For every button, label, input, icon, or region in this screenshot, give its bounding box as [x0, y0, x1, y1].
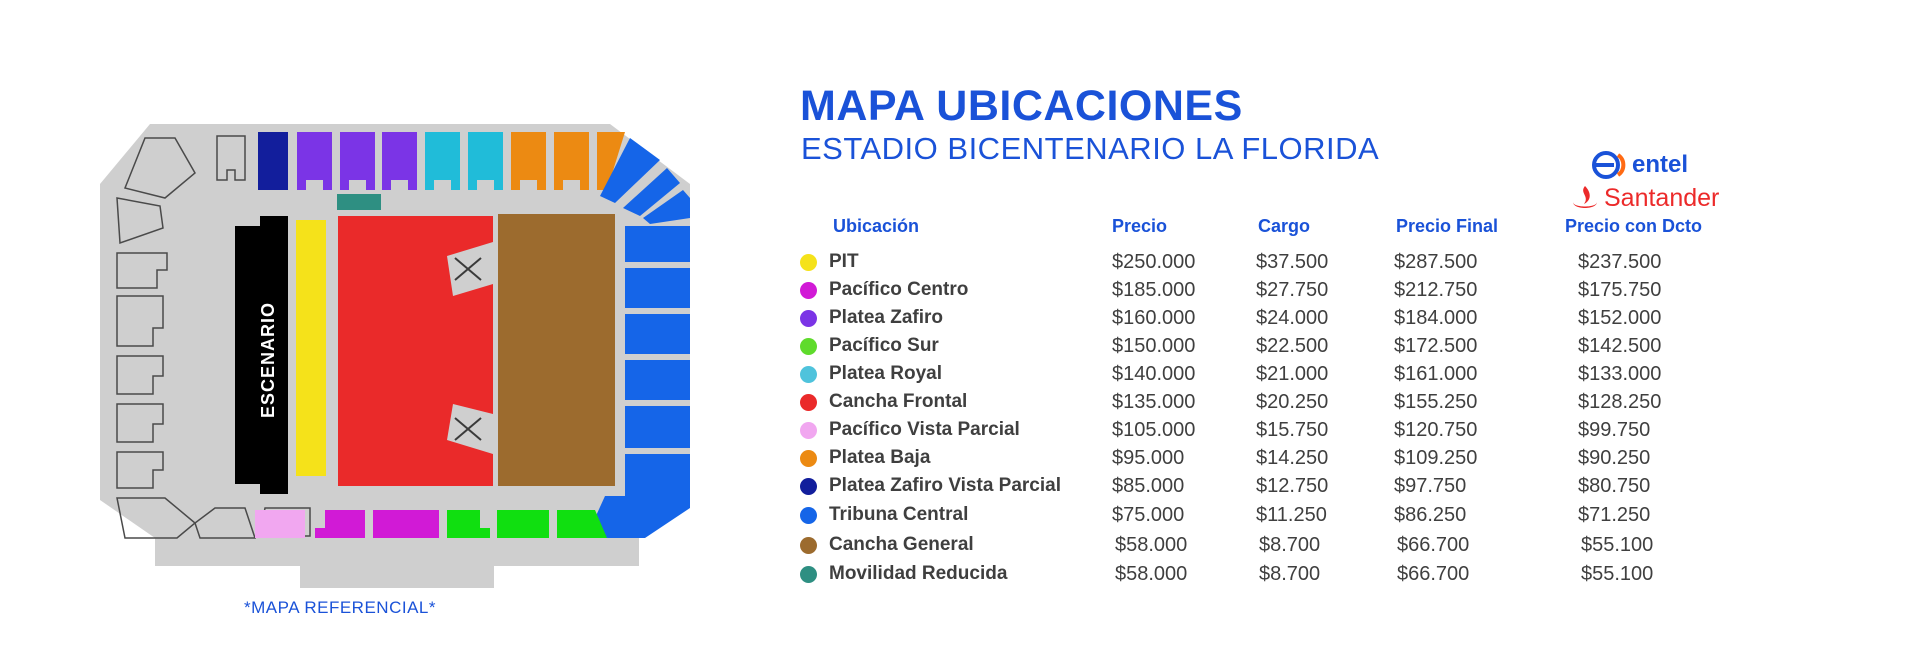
discount-price-cell: $90.250 [1578, 447, 1651, 469]
price-cell: $135.000 [1112, 391, 1196, 413]
santander-logo [1570, 183, 1719, 213]
final-price-cell: $120.750 [1394, 419, 1478, 441]
header-precio-dcto: Precio con Dcto [1565, 216, 1703, 236]
color-swatch [800, 254, 817, 271]
color-swatch [800, 450, 817, 467]
header-precio-final: Precio Final [1396, 216, 1499, 236]
section-movilidad-reducida [337, 194, 381, 210]
color-swatch [800, 366, 817, 383]
location-name: Platea Royal [829, 363, 942, 384]
price-cell: $75.000 [1112, 504, 1185, 526]
final-price-cell: $161.000 [1394, 363, 1478, 385]
entel-logo [1592, 148, 1688, 182]
charge-cell: $27.750 [1256, 279, 1329, 301]
price-cell: $150.000 [1112, 335, 1196, 357]
section-pacifico-vista-parcial [255, 510, 305, 538]
price-cell: $185.000 [1112, 279, 1196, 301]
location-name: Pacífico Sur [829, 335, 939, 356]
discount-price-cell: $55.100 [1581, 563, 1654, 585]
price-cell: $58.000 [1115, 534, 1188, 556]
price-cell: $95.000 [1112, 447, 1185, 469]
color-swatch [800, 537, 817, 554]
price-cell: $58.000 [1115, 563, 1188, 585]
location-name: Tribuna Central [829, 504, 969, 525]
stadium-map-graphic [95, 118, 725, 598]
final-price-cell: $172.500 [1394, 335, 1478, 357]
discount-price-cell: $55.100 [1581, 534, 1654, 556]
price-cell: $85.000 [1112, 475, 1185, 497]
section-pacifico-sur-2 [497, 510, 549, 538]
table-row [800, 305, 1740, 332]
charge-cell: $21.000 [1256, 363, 1329, 385]
final-price-cell: $109.250 [1394, 447, 1478, 469]
section-platea-zafiro-vista-parcial [258, 132, 288, 190]
discount-price-cell: $175.750 [1578, 279, 1662, 301]
charge-cell: $8.700 [1259, 563, 1321, 585]
table-row [800, 473, 1740, 500]
price-cell: $250.000 [1112, 251, 1196, 273]
table-row [800, 277, 1740, 304]
charge-cell: $12.750 [1256, 475, 1329, 497]
location-name: Movilidad Reducida [829, 563, 1008, 584]
header-cargo: Cargo [1258, 216, 1311, 236]
stage-label: ESCENARIO [258, 301, 278, 419]
entel-icon [1592, 150, 1626, 180]
table-row [800, 532, 1740, 559]
discount-price-cell: $133.000 [1578, 363, 1662, 385]
color-swatch [800, 310, 817, 327]
table-row [800, 249, 1740, 276]
price-cell: $160.000 [1112, 307, 1196, 329]
discount-price-cell: $80.750 [1578, 475, 1651, 497]
santander-wordmark: Santander [1604, 183, 1720, 212]
charge-cell: $20.250 [1256, 391, 1329, 413]
location-name: Cancha Frontal [829, 391, 968, 412]
stadium-map [95, 118, 725, 598]
price-cell: $140.000 [1112, 363, 1196, 385]
final-price-cell: $184.000 [1394, 307, 1478, 329]
discount-price-cell: $99.750 [1578, 419, 1651, 441]
header-precio: Precio [1112, 216, 1168, 236]
table-row [800, 417, 1740, 444]
charge-cell: $37.500 [1256, 251, 1329, 273]
location-name: Cancha General [829, 534, 974, 555]
table-row [800, 502, 1740, 529]
discount-price-cell: $128.250 [1578, 391, 1662, 413]
section-pit [296, 220, 326, 476]
discount-price-cell: $152.000 [1578, 307, 1662, 329]
entel-wordmark: entel [1632, 151, 1689, 178]
color-swatch [800, 338, 817, 355]
location-name: Pacífico Vista Parcial [829, 419, 1020, 440]
venue-subtitle: ESTADIO BICENTENARIO LA FLORIDA [801, 131, 1380, 166]
discount-price-cell: $71.250 [1578, 504, 1651, 526]
final-price-cell: $212.750 [1394, 279, 1478, 301]
page-title: MAPA UBICACIONES [800, 82, 1243, 130]
final-price-cell: $287.500 [1394, 251, 1478, 273]
color-swatch [800, 394, 817, 411]
santander-flame-icon [1570, 184, 1600, 212]
final-price-cell: $86.250 [1394, 504, 1467, 526]
final-price-cell: $66.700 [1397, 563, 1470, 585]
color-swatch [800, 422, 817, 439]
location-name: Platea Baja [829, 447, 931, 468]
section-cancha-general [498, 214, 615, 486]
table-row [800, 333, 1740, 360]
color-swatch [800, 566, 817, 583]
location-name: Platea Zafiro [829, 307, 944, 328]
price-cell: $105.000 [1112, 419, 1196, 441]
location-name: Platea Zafiro Vista Parcial [829, 475, 1061, 496]
final-price-cell: $66.700 [1397, 534, 1470, 556]
color-swatch [800, 478, 817, 495]
charge-cell: $22.500 [1256, 335, 1329, 357]
discount-price-cell: $142.500 [1578, 335, 1662, 357]
charge-cell: $15.750 [1256, 419, 1329, 441]
color-swatch [800, 507, 817, 524]
color-swatch [800, 282, 817, 299]
table-row [800, 561, 1740, 588]
final-price-cell: $97.750 [1394, 475, 1467, 497]
table-row [800, 445, 1740, 472]
discount-price-cell: $237.500 [1578, 251, 1662, 273]
charge-cell: $8.700 [1259, 534, 1321, 556]
final-price-cell: $155.250 [1394, 391, 1478, 413]
location-name: PIT [829, 251, 859, 272]
section-pacifico-centro-2 [373, 510, 439, 538]
charge-cell: $11.250 [1256, 504, 1327, 526]
table-row [800, 361, 1740, 388]
map-disclaimer: *MAPA REFERENCIAL* [244, 598, 436, 617]
charge-cell: $24.000 [1256, 307, 1329, 329]
table-row [800, 389, 1740, 416]
charge-cell: $14.250 [1256, 447, 1329, 469]
location-name: Pacífico Centro [829, 279, 969, 300]
header-ubicacion: Ubicación [833, 216, 920, 236]
